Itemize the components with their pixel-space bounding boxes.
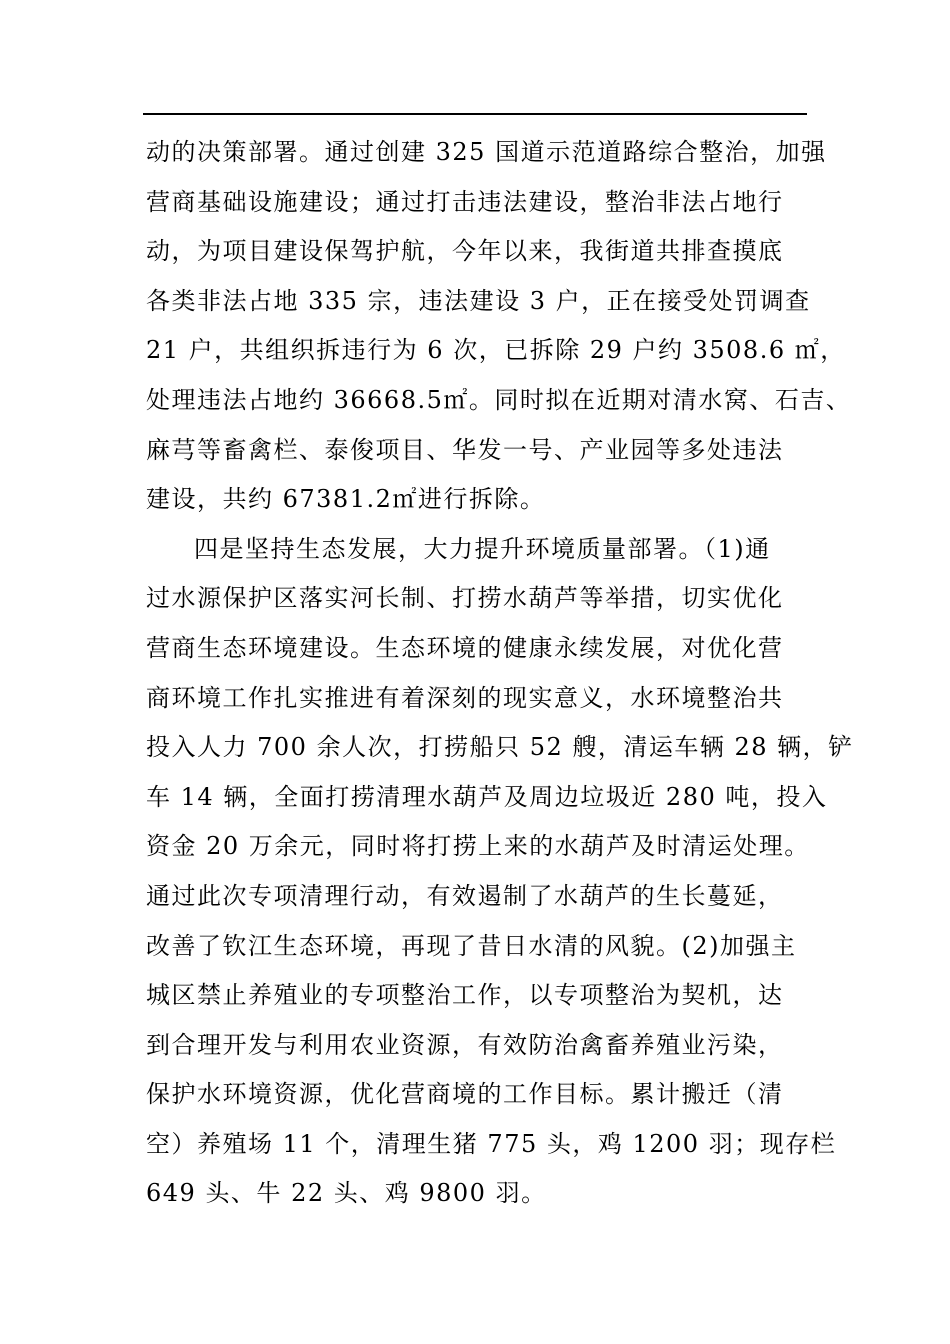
text-line-5: 21 户，共组织拆违行为 6 次，已拆除 29 户约 3508.6 ㎡， [146,336,846,365]
text-line-19: 到合理开发与利用农业资源，有效防治禽畜养殖业污染， [146,1030,784,1059]
text-line-10: 过水源保护区落实河长制、打捞水葫芦等举措，切实优化 [146,584,784,613]
text-line-20: 保护水环境资源，优化营商境的工作目标。累计搬迁（清 [146,1080,784,1109]
text-line-8: 建设，共约 67381.2㎡进行拆除。 [146,485,546,514]
text-line-7: 麻芎等畜禽栏、泰俊项目、华发一号、产业园等多处违法 [146,435,784,464]
document-body [146,128,854,1219]
text-line-3: 动，为项目建设保驾护航，今年以来，我街道共排查摸底 [146,237,784,266]
text-line-12: 商环境工作扎实推进有着深刻的现实意义，水环境整治共 [146,683,784,712]
text-line-11: 营商生态环境建设。生态环境的健康永续发展，对优化营 [146,633,784,662]
text-line-21: 空）养殖场 11 个，清理生猪 775 头，鸡 1200 羽；现存栏 [146,1129,837,1158]
text-line-22: 649 头、牛 22 头、鸡 9800 羽。 [146,1179,547,1208]
text-line-15: 资金 20 万余元，同时将打捞上来的水葫芦及时清运处理。 [146,832,810,861]
header-rule [143,113,807,115]
text-line-2: 营商基础设施建设；通过打击违法建设，整治非法占地行 [146,187,784,216]
text-line-17: 改善了钦江生态环境，再现了昔日水清的风貌。(2)加强主 [146,931,797,960]
text-line-4: 各类非法占地 335 宗，违法建设 3 户，正在接受处罚调查 [146,286,811,315]
text-line-1: 动的决策部署。通过创建 325 国道示范道路综合整治，加强 [146,138,827,166]
text-line-14: 车 14 辆，全面打捞清理水葫芦及周边垃圾近 280 吨，投入 [146,782,828,811]
paragraph-4-first-line: 四是坚持生态发展，大力提升环境质量部署。（1)通 [194,534,771,563]
text-line-16: 通过此次专项清理行动，有效遏制了水葫芦的生长蔓延， [146,881,784,910]
text-line-18: 城区禁止养殖业的专项整治工作，以专项整治为契机，达 [146,981,784,1010]
text-line-13: 投入人力 700 余人次，打捞船只 52 艘，清运车辆 28 辆，铲 [146,733,854,762]
text-line-6: 处理违法占地约 36668.5㎡。同时拟在近期对清水窝、石吉、 [146,385,852,414]
